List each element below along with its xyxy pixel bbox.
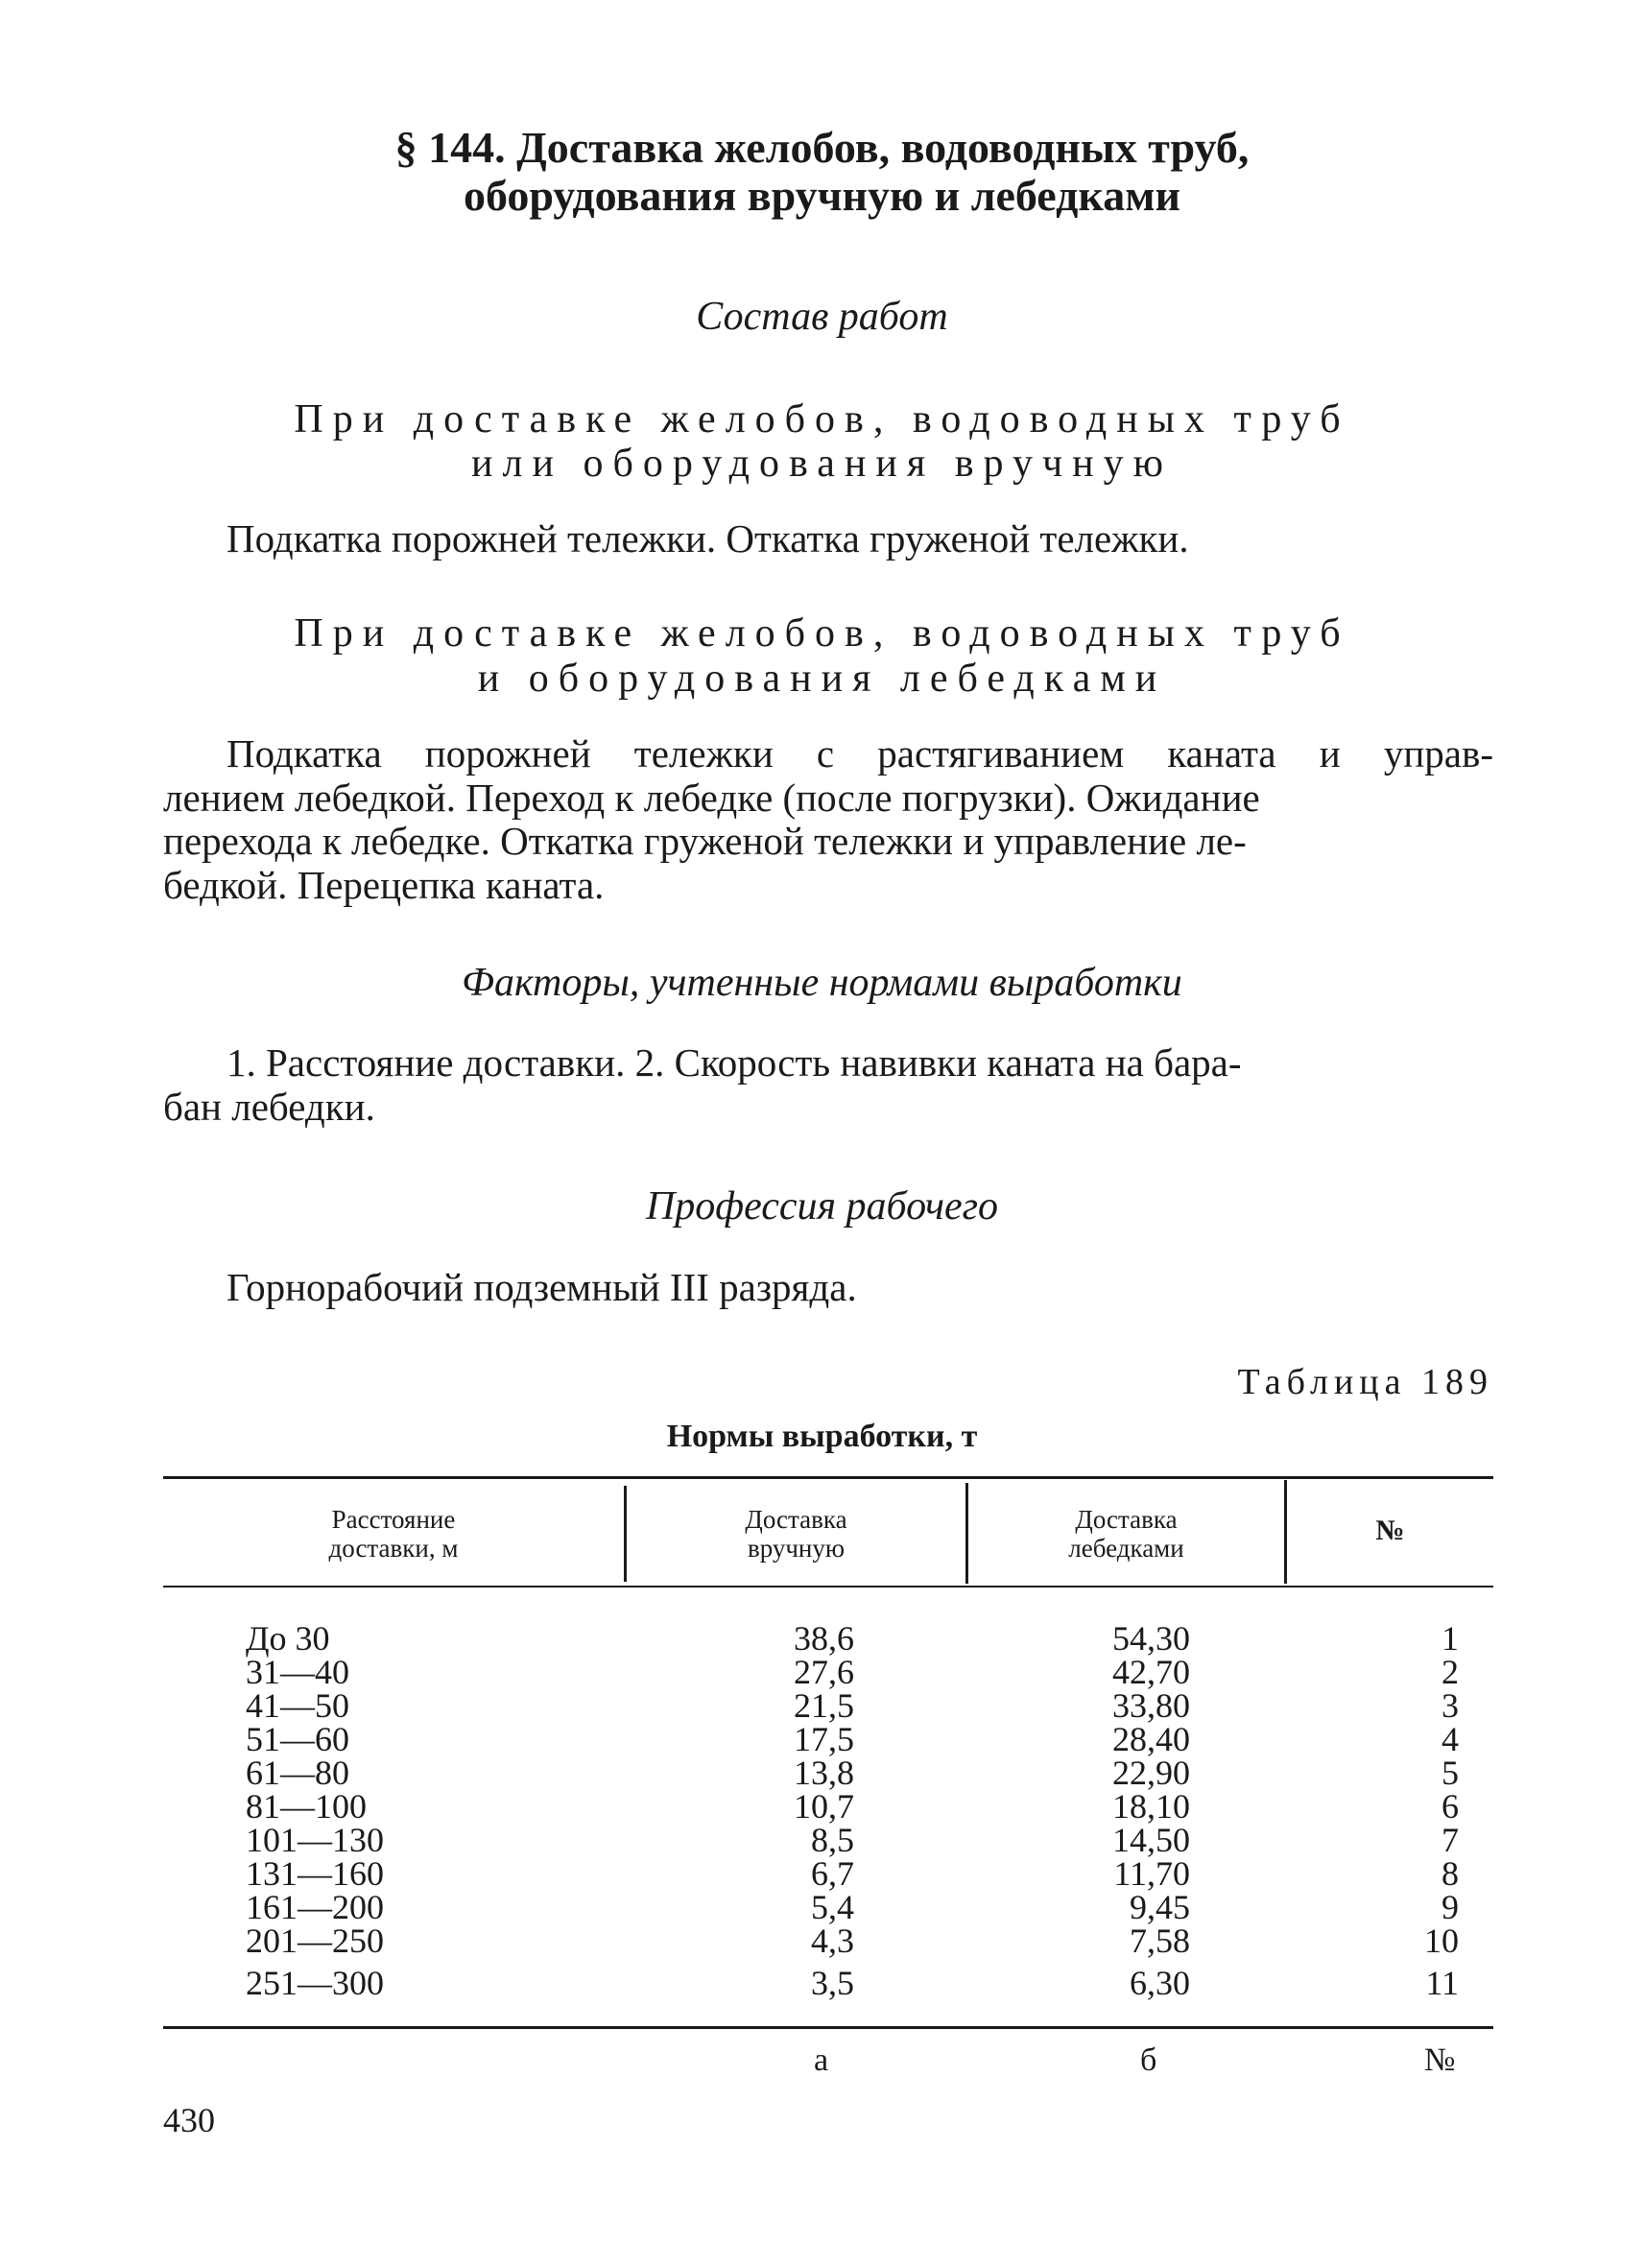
header-manual-line2: вручную [747, 1534, 846, 1563]
winch-cell: 54,30 [1112, 1619, 1190, 1658]
winch-text-line2: лением лебедкой. Переход к лебедке (после погрузки). Ожидание [163, 776, 1260, 820]
manual-cell: 38,6 [794, 1619, 854, 1658]
winch-cell: 6,30 [1130, 1964, 1190, 2002]
distance-cell: 101—130 [246, 1821, 384, 1859]
manual-cell: 3,5 [811, 1964, 854, 2002]
table-caption: Таблица 189 [1237, 1362, 1493, 1402]
distance-cell: 251—300 [246, 1964, 384, 2002]
distance-cell: 81—100 [246, 1787, 367, 1826]
section-title-line2: оборудования вручную и лебедками [463, 171, 1181, 220]
number-cell: 10 [1424, 1922, 1459, 1960]
manual-cell: 17,5 [794, 1720, 854, 1758]
number-cell: 7 [1441, 1821, 1459, 1859]
header-winch-line2: лебедками [1068, 1534, 1184, 1563]
manual-subheading-line1: При доставке желобов, водоводных труб [294, 397, 1350, 442]
manual-cell: 5,4 [811, 1888, 854, 1926]
header-winch [968, 1505, 1284, 1563]
winch-cell: 7,58 [1130, 1922, 1190, 1960]
distance-cell: 51—60 [246, 1720, 349, 1758]
distance-cell: 61—80 [246, 1754, 349, 1792]
footer-b: б [1140, 2042, 1157, 2078]
section-title-line1: § 144. Доставка желобов, водоводных труб, [394, 123, 1250, 172]
winch-cell: 28,40 [1112, 1720, 1190, 1758]
manual-cell: 21,5 [794, 1686, 854, 1725]
winch-subheading-line1: При доставке желобов, водоводных труб [294, 611, 1350, 656]
number-cell: 4 [1441, 1720, 1459, 1758]
header-manual-line1: Доставка [745, 1505, 847, 1534]
table-header-rule [163, 1586, 1493, 1588]
page-number: 430 [163, 2101, 215, 2139]
winch-cell: 42,70 [1112, 1653, 1190, 1691]
distance-cell: 201—250 [246, 1922, 384, 1960]
manual-cell: 6,7 [811, 1854, 854, 1893]
manual-cell: 8,5 [811, 1821, 854, 1859]
number-cell: 1 [1441, 1619, 1459, 1658]
manual-cell: 13,8 [794, 1754, 854, 1792]
number-cell: 11 [1425, 1964, 1459, 2002]
footer-a: а [814, 2042, 829, 2078]
winch-text-line1: Подкатка порожней тележки с растягиванием каната и управ- [226, 731, 1493, 776]
distance-cell: До 30 [246, 1619, 330, 1658]
winch-text-line4: бедкой. Перецепка каната. [163, 863, 605, 907]
table-title: Нормы выработки, т [666, 1419, 978, 1454]
winch-cell: 22,90 [1112, 1754, 1190, 1792]
number-column [1401, 1619, 1459, 2002]
winch-cell: 11,70 [1113, 1854, 1190, 1893]
footer-num: № [1424, 2042, 1456, 2078]
winch-cell: 18,10 [1112, 1787, 1190, 1826]
winch-cell: 14,50 [1112, 1821, 1190, 1859]
distance-cell: 131—160 [246, 1854, 384, 1893]
profession-text: Горнорабочий подземный III разряда. [226, 1265, 857, 1309]
winch-subheading-line2: и оборудования лебедками [477, 657, 1167, 701]
table-bottom-rule [163, 2026, 1493, 2029]
composition-heading: Состав работ [696, 295, 948, 339]
distance-column [246, 1619, 457, 2002]
winch-column [1075, 1619, 1190, 2002]
table-top-rule [163, 1476, 1493, 1479]
winch-cell: 9,45 [1130, 1888, 1190, 1926]
header-distance-line1: Расстояние [331, 1505, 456, 1534]
factors-heading: Факторы, учтенные нормами выработки [462, 961, 1182, 1005]
header-num: № [1375, 1515, 1405, 1546]
number-cell: 3 [1441, 1686, 1459, 1725]
factors-text-line2: бан лебедки. [163, 1085, 375, 1129]
winch-text-line3: перехода к лебедке. Откатка груженой тележки и управление ле- [163, 819, 1247, 863]
distance-cell: 31—40 [246, 1653, 349, 1691]
manual-cell: 27,6 [794, 1653, 854, 1691]
factors-text-line1: 1. Расстояние доставки. 2. Скорость навивки каната на бара- [226, 1040, 1242, 1085]
manual-cell: 4,3 [811, 1922, 854, 1960]
number-cell: 5 [1441, 1754, 1459, 1792]
manual-column [749, 1619, 854, 2002]
profession-heading: Профессия рабочего [645, 1184, 999, 1229]
manual-cell: 10,7 [794, 1787, 854, 1826]
number-cell: 9 [1441, 1888, 1459, 1926]
winch-cell: 33,80 [1112, 1686, 1190, 1725]
header-manual [627, 1505, 965, 1563]
manual-subheading-line2: или оборудования вручную [471, 442, 1173, 486]
number-cell: 2 [1441, 1653, 1459, 1691]
number-cell: 6 [1441, 1787, 1459, 1826]
manual-text: Подкатка порожней тележки. Откатка груженой тележки. [226, 516, 1189, 561]
number-cell: 8 [1441, 1854, 1459, 1893]
header-distance [163, 1505, 624, 1563]
header-winch-line1: Доставка [1075, 1505, 1178, 1534]
distance-cell: 41—50 [246, 1686, 349, 1725]
header-distance-line2: доставки, м [328, 1534, 459, 1563]
distance-cell: 161—200 [246, 1888, 384, 1926]
